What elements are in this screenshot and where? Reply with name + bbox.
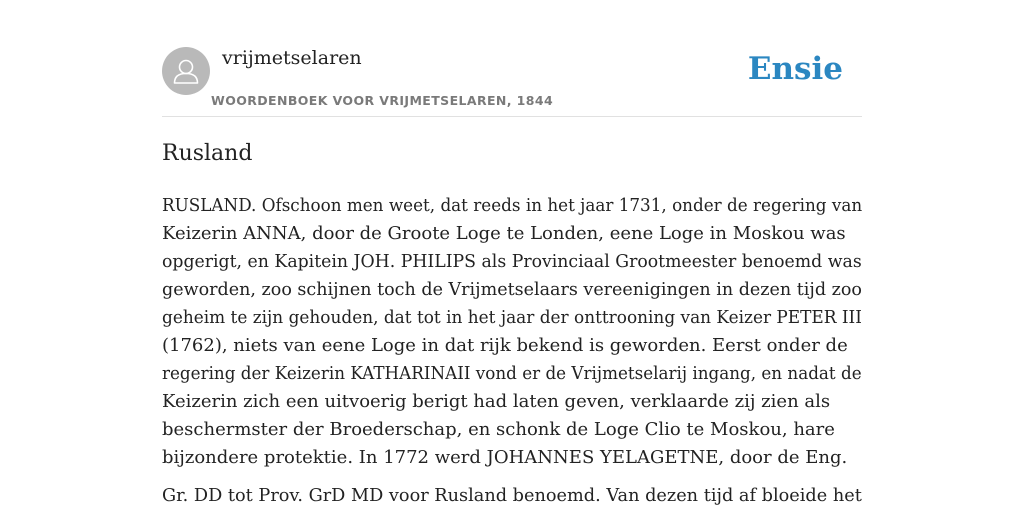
ensie-logo[interactable]: Ensie xyxy=(747,51,843,87)
author-avatar[interactable] xyxy=(162,47,210,95)
article-paragraph xyxy=(162,192,862,472)
paragraph-line: RUSLAND. Ofschoon men weet, dat reeds in het jaar 1731, onder de regering van xyxy=(162,195,863,216)
article-header xyxy=(162,0,862,117)
article-page xyxy=(162,0,863,506)
paragraph-line: bijzondere protektie. In 1772 werd JOHANNES YELAGETNE, door de Eng. xyxy=(162,447,848,468)
author-name-link[interactable]: vrijmetselaren xyxy=(222,47,362,69)
article-body xyxy=(162,192,862,520)
paragraph-line: regering der Keizerin KATHARINAII vond er de Vrijmetselarij ingang, en nadat de xyxy=(162,363,862,384)
article-title: Rusland xyxy=(162,141,253,166)
article-paragraph xyxy=(162,482,862,510)
user-silhouette-icon xyxy=(162,47,210,95)
source-label: WOORDENBOEK VOOR VRIJMETSELAREN, 1844 xyxy=(211,93,554,108)
paragraph-line: beschermster der Broederschap, en schonk de Loge Clio te Moskou, hare xyxy=(162,419,835,440)
paragraph-line: Keizerin ANNA, door de Groote Loge te Londen, eene Loge in Moskou was xyxy=(162,223,846,244)
paragraph-line: Keizerin zich een uitvoerig berigt had laten geven, verklaarde zij zien als xyxy=(162,391,831,412)
paragraph-line: geheim te zijn gehouden, dat tot in het jaar der onttrooning van Keizer PETER III xyxy=(162,307,862,328)
paragraph-line: geworden, zoo schijnen toch de Vrijmetselaars vereenigingen in dezen tijd zoo xyxy=(162,279,862,300)
paragraph-line: Gr. DD tot Prov. GrD MD voor Rusland benoemd. Van dezen tijd af bloeide het xyxy=(162,485,862,506)
paragraph-line: (1762), niets van eene Loge in dat rijk bekend is geworden. Eerst onder de xyxy=(162,335,848,356)
paragraph-line: opgerigt, en Kapitein JOH. PHILIPS als Provinciaal Grootmeester benoemd was xyxy=(162,251,862,272)
